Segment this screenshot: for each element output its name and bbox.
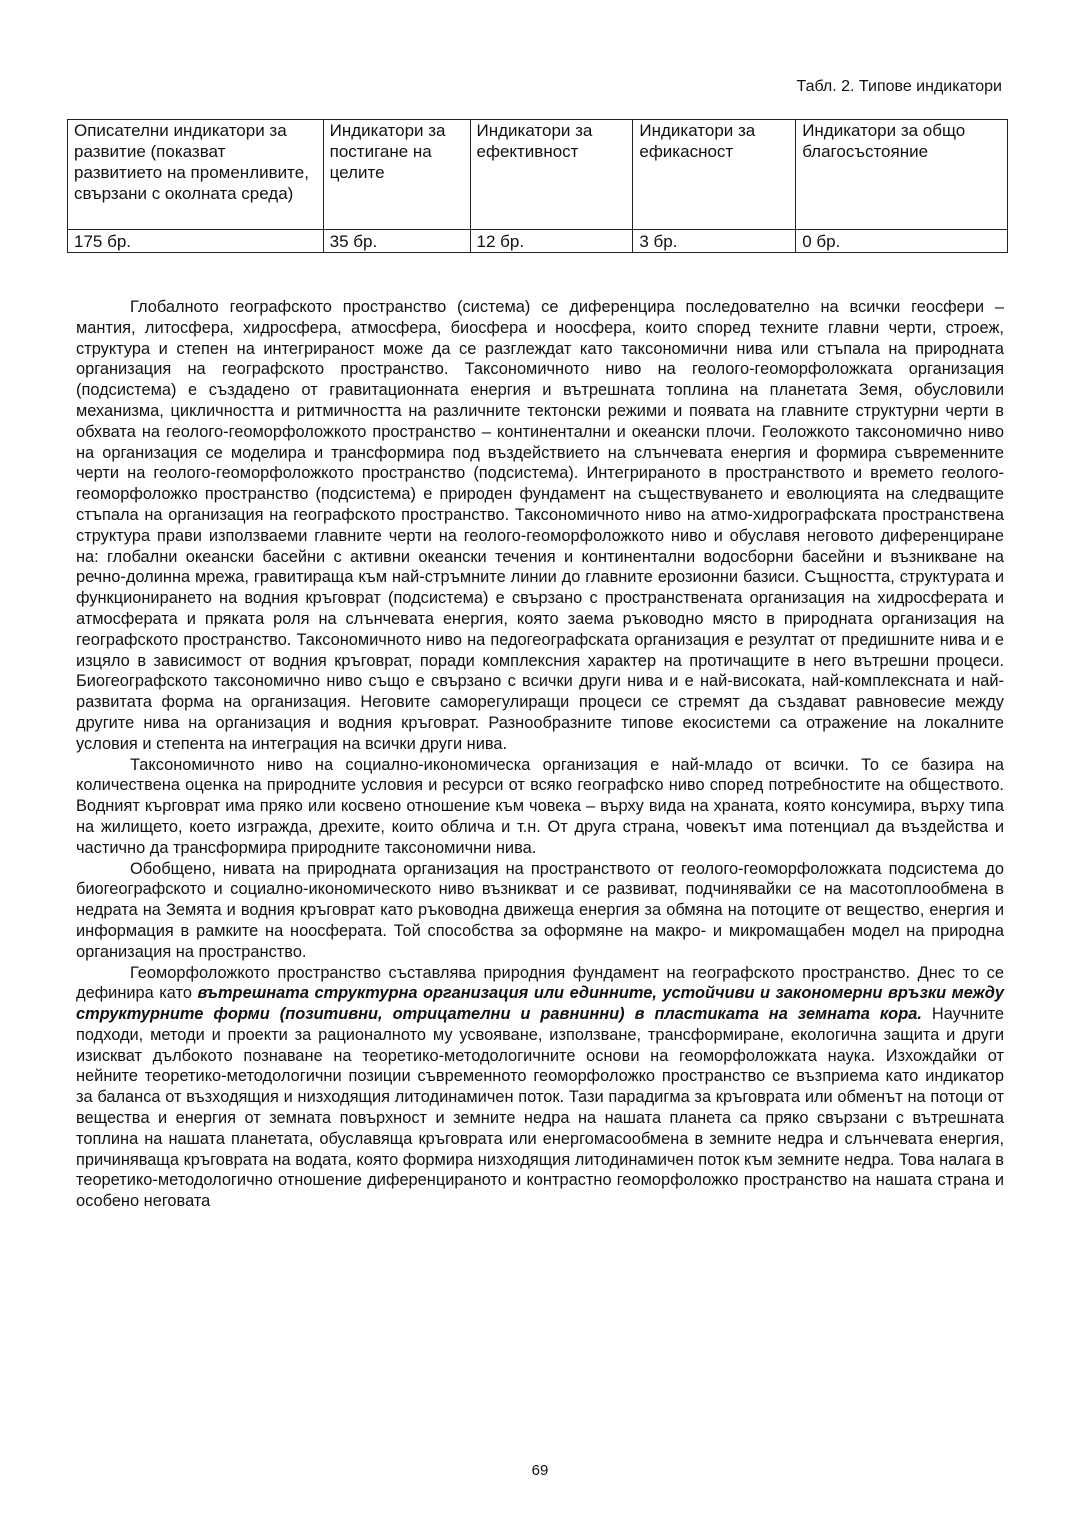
page-number: 69	[531, 1462, 549, 1479]
header-cell-descriptive: Описателни индикатори за развитие (показват развитието на променливите, свързани с околната среда)	[68, 120, 324, 230]
definition-emphasis: вътрешната структурна организация или единните, устойчиви и закономерни връзки между структурните форми (позитивни, отрицателни и равнинни) в пластиката на земната кора.	[76, 984, 1004, 1024]
header-cell-efficiency: Индикатори за ефикасност	[633, 120, 796, 230]
paragraph-intro-text: Геоморфоложкото пространство съставлява природния фундамент на географското пространство. Днес то се дефинира като	[76, 963, 1004, 1003]
paragraph-summary: Обобщено, нивата на природната организация на пространството от геолого-геоморфоложката подсистема до биогеографското и социално-икономическото ниво възникват и се развиват, подчинявайки се на масотоплообмена в недрата на Земята и водния кръговрат като ръководна движеща енергия за обмяна на потоците от вещество, енергия и информация в рамките на ноосферата. Той способства за оформяне на макро- и микромащабен модел на природна организация на пространство.	[76, 859, 1004, 961]
header-cell-effectiveness: Индикатори за ефективност	[470, 120, 633, 230]
table-caption: Табл. 2. Типове индикатори	[796, 78, 1002, 95]
value-cell-goal-achievement: 35 бр.	[323, 230, 470, 253]
paragraph-socio-economic: Таксономичното ниво на социално-икономическа организация е най-младо от всички. То се базира на количествена оценка на природните условия и ресурси от всяко географско ниво според потребностите на обществото. Водният кърговрат има пряко или косвено отношение към човека – върху вида на храната, която консумира, върху типа на жилището, което изгражда, дрехите, които облича и т.н. От друга страна, човекът има потенциал да въздейства и частично да трансформира природните таксономични нива.	[76, 755, 1004, 857]
table-row	[68, 230, 1008, 253]
table-header-row	[68, 120, 1008, 230]
value-cell-descriptive: 175 бр.	[68, 230, 324, 253]
value-cell-efficiency: 3 бр.	[633, 230, 796, 253]
body-text	[76, 297, 1004, 1212]
paragraph-geomorphological-space	[76, 963, 1004, 1213]
paragraph-taxonomic-levels: Глобалното географското пространство (система) се диференцира последователно на всички геосфери – мантия, литосфера, хидросфера, атмосфера, биосфера и ноосфера, които според техните главни черти, строеж, структура и степен на интегрираност може да се разглеждат като таксономични нива или стъпала на природната организация на географското пространство. Таксономичното ниво на геолого-геоморфоложката организация (подсистема) е създадено от гравитационната енергия и вътрешната топлина на планетата Земя, обусловили механизма, цикличността и ритмичността на различните тектонски режими и появата на главните структурни черти в обхвата на геолого-геоморфоложкото пространство – континентални и океански плочи. Геоложкото таксономично ниво на организация се моделира и трансформира под въздействието на слънчевата енергия и формира съвременните черти на геолого-геоморфоложкото пространство (подсистема). Интегрираното в пространството и времето геолого-геоморфоложко пространство (подсистема) е природен фундамент на съществуването и еволюцията на следващите стъпала на организация на географското пространство. Таксономичното ниво на атмо-хидрографската пространствена структура прави използваеми главните черти на геолого-геоморфоложкото ниво и обуславя неговото диференциране на: глобални океански басейни с активни океански течения и континентални водосборни басейни и възникване на речно-долинна мрежа, гравитираща към най-стръмните линии до главните ерозионни базиси. Същността, структурата и функционирането на водния кръговрат (подсистема) е свързано с пространствената организация на хидросферата и атмосферата и пряката роля на слънчевата енергия, която заема ръководно място в природната организация на географското пространство. Таксономичното ниво на педогеографската организация е резултат от предишните нива и е изцяло в зависимост от водния кръговрат, поради комплексния характер на протичащите в него вътрешни процеси. Биогеографското таксономично ниво също е свързано с всички други нива и е най-високата, най-комплексната и най-развитата форма на организация. Неговите саморегулиращи процеси се стремят да създават равновесие между другите нива на организация и водния кръговрат. Разнообразните типове екосистеми са отражение на локалните условия и степента на интеграция на всички други нива.	[76, 298, 1004, 753]
header-cell-goal-achievement: Индикатори за постигане на целите	[323, 120, 470, 230]
paragraph-continuation-text: Научните подходи, методи и проекти за рационалното му усвояване, използване, трансформиране, екологична защита и други изискват дълбокото познаване на теоретико-методологичните основи на геоморфоложката наука. Изхождайки от нейните теоретико-методологични позиции съвременното геоморфоложко пространство се възприема като индикатор за баланса от възходящия и низходящия литодинамичен поток. Тази парадигма за кръговрата или обменът на потоци от веществa и енергия от земната повърхност и земните недра на нашата планета са пряко свързани с вътрешната топлина на нашата планетата, обуславяща кръговрата или енергомасообмена в земните недра и слънчевата енергия, причиняваща кръговрата на водата, която формира низходящия литодинамичен поток към земните недра. Това налага в теоретико-методологично отношение диференцираното и контрастно геоморфоложко пространство на нашата страна и особено неговата	[76, 1005, 1005, 1211]
value-cell-wellbeing: 0 бр.	[796, 230, 1008, 253]
value-cell-effectiveness: 12 бр.	[470, 230, 633, 253]
header-cell-wellbeing: Индикатори за общо благосъстояние	[796, 120, 1008, 230]
indicator-types-table	[67, 119, 1008, 253]
